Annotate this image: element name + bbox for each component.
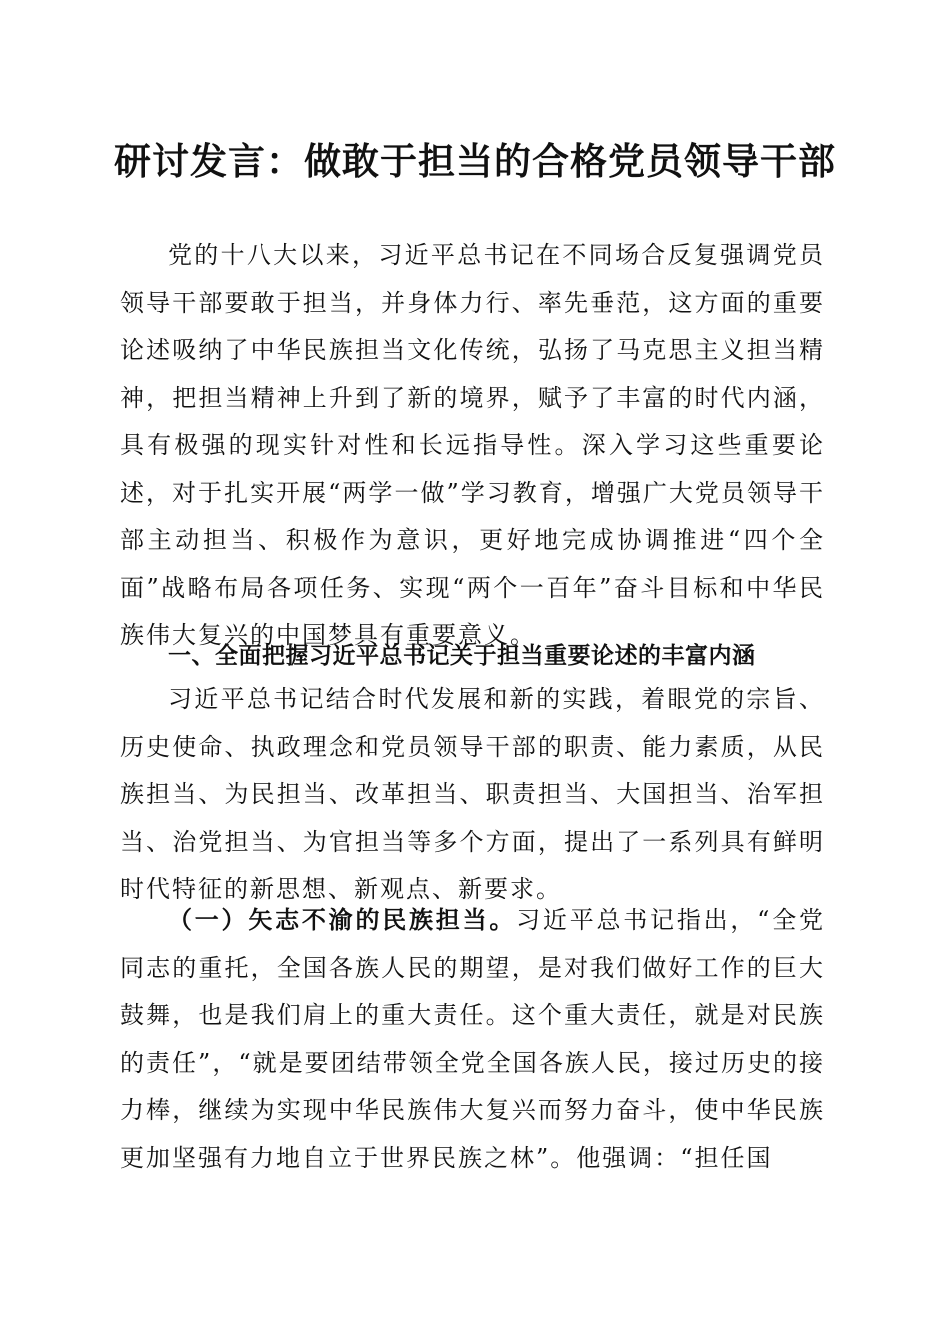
- document-title: 研讨发言：做敢于担当的合格党员领导干部: [114, 139, 836, 183]
- section-heading-1: 一、全面把握习近平总书记关于担当重要论述的丰富内涵: [168, 643, 756, 669]
- section-1-paragraph: 习近平总书记结合时代发展和新的实践，着眼党的宗旨、历史使命、执政理念和党员领导干部的职责、能力素质，从民族担当、为民担当、改革担当、职责担当、大国担当、治军担当、治党担当、为官担当等多个方面，提出了一系列具有鲜明时代特征的新思想、新观点、新要求。: [120, 685, 825, 903]
- subsection-1-paragraph: [120, 896, 825, 1182]
- intro-paragraph: 党的十八大以来，习近平总书记在不同场合反复强调党员领导干部要敢于担当，并身体力行、率先垂范，这方面的重要论述吸纳了中华民族担当文化传统，弘扬了马克思主义担当精神，把担当精神上升到了新的境界，赋予了丰富的时代内涵，具有极强的现实针对性和长远指导性。深入学习这些重要论述，对于扎实开展“两学一做”学习教育，增强广大党员领导干部主动担当、积极作为意识，更好地完成协调推进“四个全面”战略布局各项任务、实现“两个一百年”奋斗目标和中华民族伟大复兴的中国梦具有重要意义。: [120, 241, 825, 649]
- subsection-1-heading: （一）矢志不渝的民族担当。: [168, 905, 517, 934]
- subsection-1-text: 习近平总书记指出，“全党同志的重托，全国各族人民的期望，是对我们做好工作的巨大鼓舞，也是我们肩上的重大责任。这个重大责任，就是对民族的责任”，“就是要团结带领全党全国各族人民，接过历史的接力棒，继续为实现中华民族伟大复兴而努力奋斗，使中华民族更加坚强有力地自立于世界民族之林”。他强调：“担任国: [120, 906, 825, 1172]
